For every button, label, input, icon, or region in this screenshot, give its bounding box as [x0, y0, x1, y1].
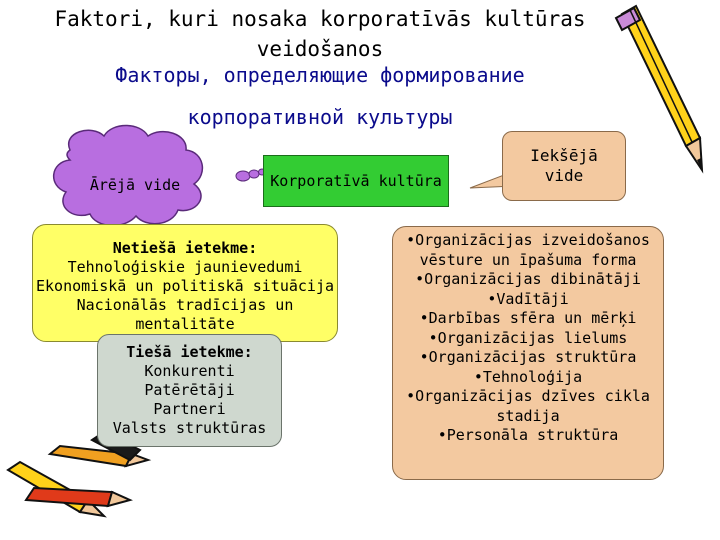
page-subtitle-line1: Факторы, определяющие формирование	[115, 63, 525, 87]
internal-factor-line: •Organizācijas dzīves cikla	[406, 387, 650, 405]
indirect-item: Tehnoloģiskie jaunievedumi	[67, 258, 303, 276]
direct-item: Valsts struktūras	[112, 419, 267, 437]
indirect-influence-box	[32, 224, 338, 342]
direct-influence-box	[97, 334, 282, 447]
direct-item: Patērētāji	[144, 381, 235, 399]
internal-factors-box	[392, 226, 664, 480]
internal-factor-line: •Tehnoloģija	[473, 367, 583, 386]
internal-factor-line: •Organizācijas struktūra	[419, 348, 637, 366]
direct-item: Konkurenti	[144, 362, 235, 380]
bubble-large	[236, 171, 250, 181]
internal-environment-callout	[502, 131, 626, 201]
internal-factor-line: •Organizācijas dibinātāji	[415, 270, 641, 288]
cloud-label: Ārējā vide	[89, 176, 181, 194]
internal-factor-line: •Organizācijas lielums	[428, 328, 628, 347]
internal-factor-line: •Darbības sfēra un mērķi	[419, 309, 637, 327]
page-title: Faktori, kuri nosaka korporatīvās kultūras veidošanos	[54, 7, 586, 61]
indirect-item: Nacionālās tradīcijas un mentalitāte	[76, 296, 294, 333]
internal-factor-line: stadija	[496, 406, 560, 425]
direct-influence-heading: Tiešā ietekme:	[126, 343, 253, 361]
internal-factor-line: •Organizācijas izveidošanos	[406, 231, 650, 249]
direct-item: Partneri	[153, 400, 226, 418]
corporate-culture-box	[263, 155, 449, 207]
corporate-culture-label: Korporatīvā kultūra	[270, 172, 442, 190]
indirect-item: Ekonomiskā un politiskā situācija	[35, 277, 334, 295]
bubble-medium	[249, 170, 259, 178]
pencil-icon	[616, 6, 702, 170]
internal-environment-label: Iekšējā vide	[530, 146, 598, 185]
page-subtitle-line2: корпоративной культуры	[187, 105, 453, 129]
internal-factor-line: •Personāla struktūra	[437, 426, 619, 444]
indirect-influence-heading: Netiešā ietekme:	[112, 239, 258, 257]
internal-factor-line: vēsture un īpašuma forma	[419, 250, 637, 269]
internal-factor-line: •Vadītāji	[487, 289, 569, 308]
